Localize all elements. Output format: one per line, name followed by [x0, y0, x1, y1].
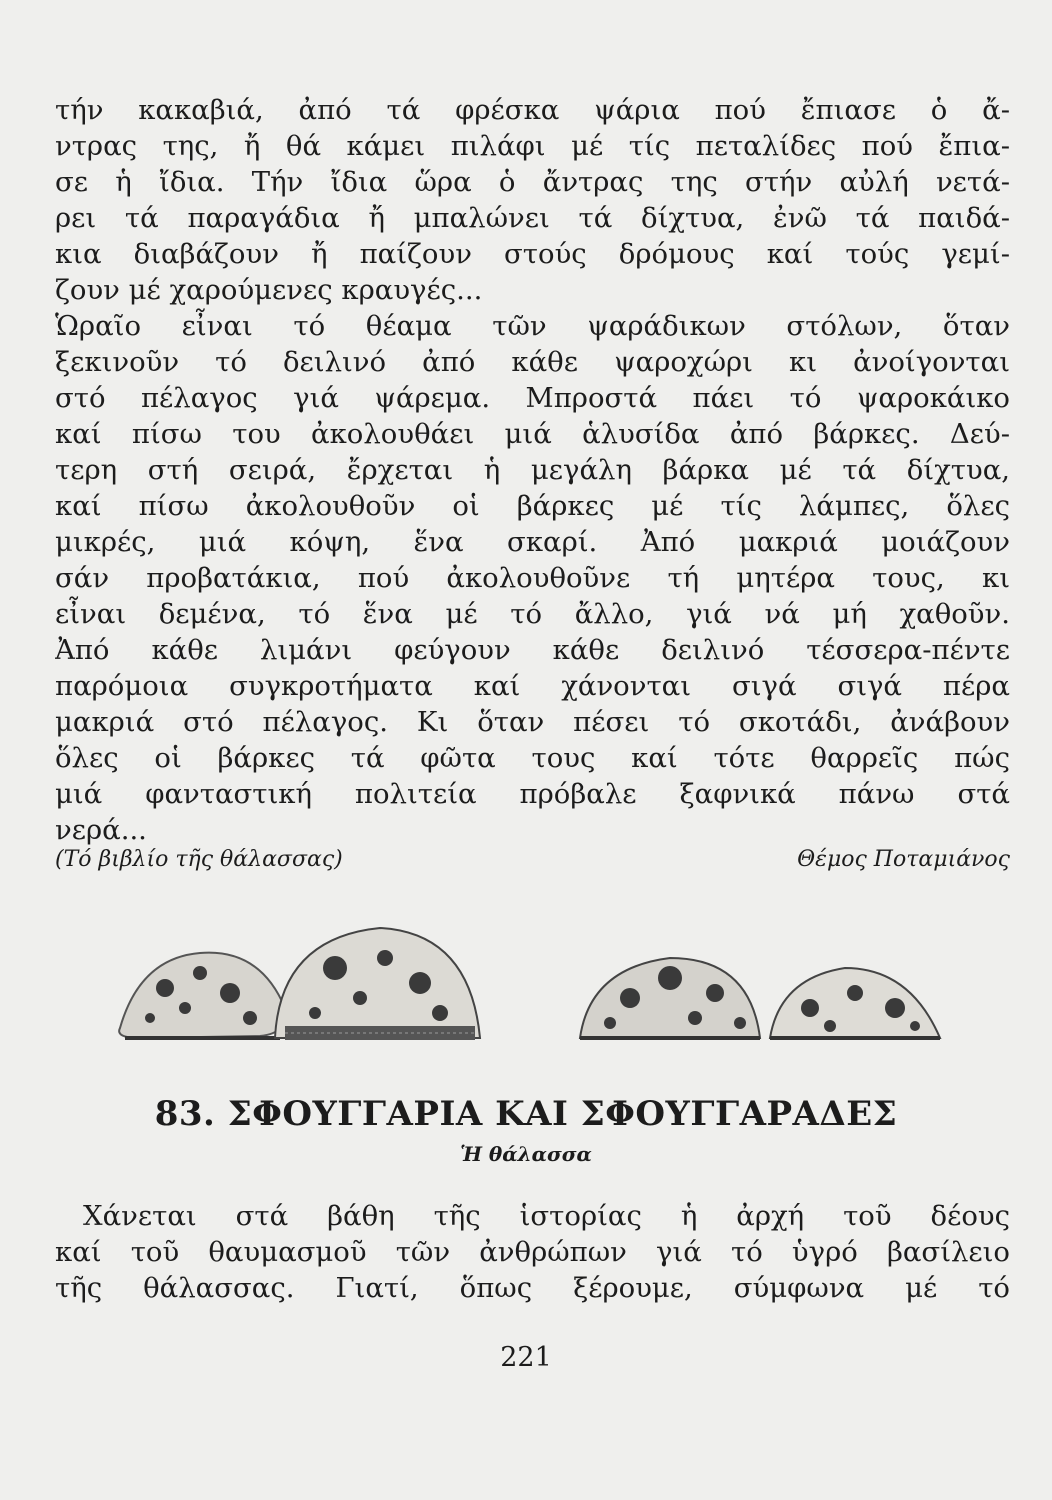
- text-line: καί πίσω του ἀκολουθάει μιά ἁλυσίδα ἀπό βάρκες. Δεύ-: [55, 418, 1010, 450]
- text-line: σάν προβατάκια, πού ἀκολουθοῦνε τή μητέρα τους, κι: [55, 562, 1010, 594]
- text-line: νερά...: [55, 814, 147, 846]
- chapter-title: 83. ΣΦΟΥΓΓΑΡΙΑ ΚΑΙ ΣΦΟΥΓΓΑΡΑΔΕΣ: [154, 1094, 898, 1134]
- source-author: Θέμος Ποταμιάνος: [797, 847, 1010, 872]
- text-line: ντρας της, ἤ θά κάμει πιλάφι μέ τίς πεταλίδες πού ἔπια-: [55, 130, 1010, 162]
- text-line: μακριά στό πέλαγος. Κι ὅταν πέσει τό σκοτάδι, ἀνάβουν: [55, 706, 1010, 738]
- page-number: 221: [500, 1342, 552, 1373]
- text-line: εἶναι δεμένα, τό ἕνα μέ τό ἄλλο, γιά νά μή χαθοῦν.: [55, 598, 1010, 630]
- text-line: Ἀπό κάθε λιμάνι φεύγουν κάθε δειλινό τέσσερα-πέντε: [55, 634, 1010, 666]
- text-line: μικρές, μιά κόψη, ἕνα σκαρί. Ἀπό μακριά μοιάζουν: [55, 526, 1010, 558]
- source-book-title: (Τό βιβλίο τῆς θάλασσας): [55, 847, 343, 872]
- text-line: ξεκινοῦν τό δειλινό ἀπό κάθε ψαροχώρι κι ἀνοίγονται: [55, 346, 1010, 378]
- sponge-3-icon: [580, 958, 760, 1038]
- sponge-2-icon: [275, 928, 480, 1040]
- sponge-1-icon: [119, 953, 286, 1038]
- text-line: τερη στή σειρά, ἔρχεται ἡ μεγάλη βάρκα μέ τά δίχτυα,: [55, 454, 1010, 486]
- text-line: κια διαβάζουν ἤ παίζουν στούς δρόμους καί τούς γεμί-: [55, 238, 1010, 270]
- text-line: Ὡραῖο εἶναι τό θέαμα τῶν ψαράδικων στόλων, ὅταν: [55, 310, 1010, 342]
- text-line: τῆς θάλασσας. Γιατί, ὅπως ξέρουμε, σύμφωνα μέ τό: [55, 1272, 1010, 1304]
- source-citation: [55, 842, 1010, 878]
- text-line: ὅλες οἱ βάρκες τά φῶτα τους καί τότε θαρρεῖς πώς: [55, 742, 1010, 774]
- text-line: μιά φανταστική πολιτεία πρόβαλε ξαφνικά πάνω στά: [55, 778, 1010, 810]
- text-line: καί τοῦ θαυμασμοῦ τῶν ἀνθρώπων γιά τό ὑγρό βασίλειο: [55, 1236, 1010, 1268]
- text-line: ρει τά παραγάδια ἤ μπαλώνει τά δίχτυα, ἐνῶ τά παιδά-: [55, 202, 1010, 234]
- text-line: ζουν μέ χαρούμενες κραυγές...: [55, 274, 483, 306]
- text-line: στό πέλαγος γιά ψάρεμα. Μπροστά πάει τό ψαροκάικο: [55, 382, 1010, 414]
- chapter-subtitle: Ἡ θάλασσα: [460, 1142, 592, 1166]
- text-line: τήν κακαβιά, ἀπό τά φρέσκα ψάρια πού ἔπιασε ὁ ἄ-: [55, 94, 1010, 126]
- text-line: καί πίσω ἀκολουθοῦν οἱ βάρκες μέ τίς λάμπες, ὅλες: [55, 490, 1010, 522]
- sponges-illustration-icon: [110, 898, 950, 1068]
- text-line: παρόμοια συγκροτήματα καί χάνονται σιγά σιγά πέρα: [55, 670, 1010, 702]
- text-line: Χάνεται στά βάθη τῆς ἱστορίας ἡ ἀρχή τοῦ δέους: [83, 1200, 1010, 1232]
- text-line: σε ἡ ἴδια. Τήν ἴδια ὥρα ὁ ἄντρας της στήν αὐλή νετά-: [55, 166, 1010, 198]
- sponge-4-icon: [770, 968, 940, 1038]
